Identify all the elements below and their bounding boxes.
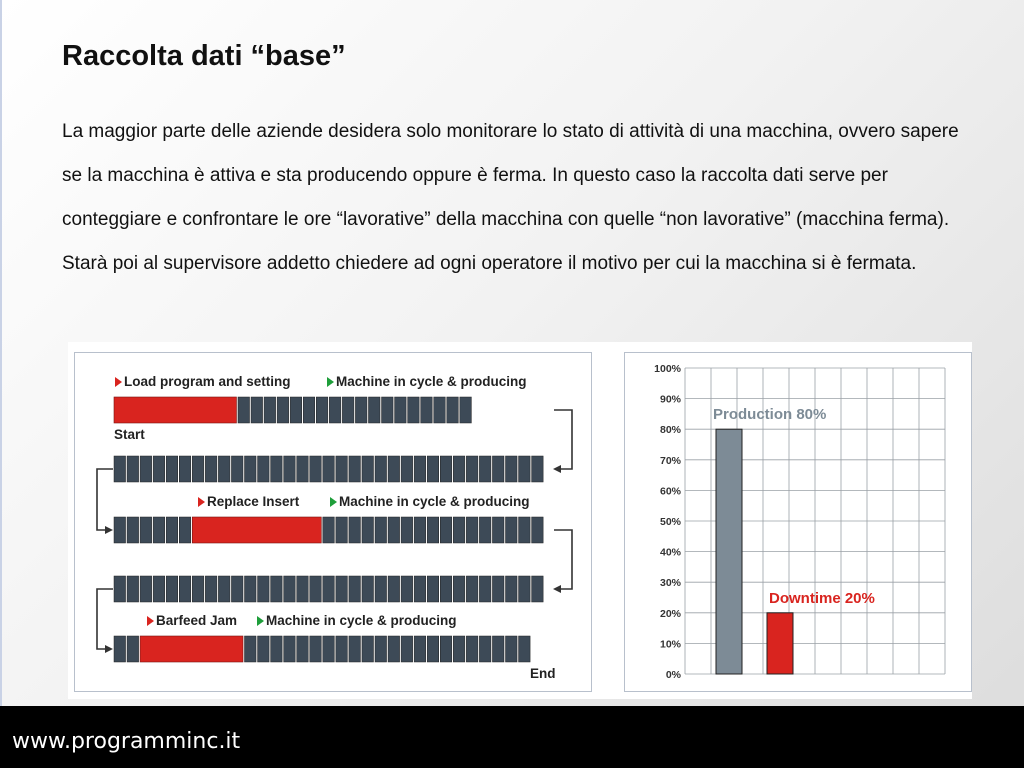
run-cell — [453, 636, 465, 662]
footer-bar — [0, 706, 1024, 768]
run-cell — [506, 517, 518, 543]
timeline-panel — [74, 352, 592, 692]
run-cell — [329, 397, 341, 423]
run-cell — [414, 456, 426, 482]
run-cell — [519, 456, 531, 482]
run-cell — [245, 576, 257, 602]
run-cell — [408, 397, 420, 423]
run-cell — [375, 636, 387, 662]
connector-line — [97, 589, 113, 649]
event-label: Machine in cycle & producing — [266, 613, 457, 628]
run-cell — [506, 636, 518, 662]
run-cell — [284, 636, 296, 662]
arrow-right-icon — [105, 526, 113, 534]
run-cell — [362, 517, 374, 543]
stop-flag-icon — [198, 497, 205, 507]
run-cell — [179, 517, 191, 543]
run-cell — [532, 517, 544, 543]
run-cell — [440, 576, 452, 602]
connector-line — [97, 469, 113, 530]
run-cell — [336, 456, 348, 482]
bar-production — [716, 429, 742, 674]
run-flag-icon — [257, 616, 264, 626]
run-cell — [258, 636, 270, 662]
left-rule — [0, 0, 2, 706]
run-flag-icon — [327, 377, 334, 387]
run-cell — [447, 397, 459, 423]
run-cell — [271, 636, 283, 662]
run-cell — [349, 456, 361, 482]
run-cell — [310, 576, 322, 602]
run-cell — [192, 456, 204, 482]
run-cell — [323, 576, 335, 602]
run-cell — [114, 517, 126, 543]
run-cell — [414, 576, 426, 602]
illustration — [68, 342, 972, 699]
event-label: Replace Insert — [207, 494, 300, 509]
run-cell — [218, 576, 230, 602]
run-cell — [179, 576, 191, 602]
run-cell — [166, 517, 178, 543]
run-cell — [479, 576, 491, 602]
run-cell — [284, 576, 296, 602]
y-tick-label: 70% — [659, 454, 681, 467]
connector-line — [554, 410, 572, 469]
run-cell — [153, 456, 165, 482]
run-cell — [388, 576, 400, 602]
run-cell — [205, 456, 217, 482]
run-cell — [258, 456, 270, 482]
run-cell — [297, 636, 309, 662]
run-cell — [440, 636, 452, 662]
y-tick-label: 30% — [659, 577, 681, 590]
run-cell — [166, 456, 178, 482]
run-cell — [453, 576, 465, 602]
run-cell — [114, 456, 126, 482]
run-cell — [375, 517, 387, 543]
run-cell — [401, 576, 413, 602]
run-cell — [362, 456, 374, 482]
run-cell — [532, 456, 544, 482]
run-cell — [460, 397, 472, 423]
slide-paragraph — [62, 110, 962, 286]
run-cell — [245, 636, 257, 662]
run-cell — [349, 636, 361, 662]
run-cell — [453, 456, 465, 482]
run-cell — [492, 576, 504, 602]
run-cell — [401, 517, 413, 543]
run-cell — [492, 456, 504, 482]
run-cell — [427, 576, 439, 602]
y-tick-label: 0% — [665, 669, 681, 681]
run-cell — [114, 576, 126, 602]
run-cell — [388, 636, 400, 662]
run-cell — [297, 456, 309, 482]
run-cell — [231, 456, 243, 482]
run-cell — [114, 636, 126, 662]
run-cell — [218, 456, 230, 482]
run-cell — [303, 397, 315, 423]
run-cell — [532, 576, 544, 602]
run-cell — [479, 636, 491, 662]
run-cell — [258, 576, 270, 602]
run-cell — [251, 397, 263, 423]
run-cell — [284, 456, 296, 482]
run-cell — [492, 517, 504, 543]
run-cell — [375, 456, 387, 482]
timeline-diagram — [75, 353, 591, 691]
run-flag-icon — [330, 497, 337, 507]
run-cell — [277, 397, 289, 423]
run-cell — [479, 456, 491, 482]
y-tick-label: 10% — [659, 638, 681, 651]
run-cell — [245, 456, 257, 482]
run-cell — [323, 517, 335, 543]
run-cell — [388, 517, 400, 543]
run-cell — [238, 397, 250, 423]
y-tick-label: 100% — [654, 363, 681, 375]
run-cell — [323, 636, 335, 662]
arrow-left-icon — [553, 465, 561, 473]
stop-segment — [114, 397, 236, 423]
bar-downtime — [767, 613, 793, 674]
run-cell — [440, 517, 452, 543]
run-cell — [434, 397, 446, 423]
run-cell — [140, 576, 152, 602]
run-cell — [310, 636, 322, 662]
run-cell — [427, 517, 439, 543]
run-cell — [205, 576, 217, 602]
run-cell — [466, 456, 478, 482]
run-cell — [506, 456, 518, 482]
run-cell — [368, 397, 380, 423]
run-cell — [264, 397, 276, 423]
run-cell — [336, 576, 348, 602]
stop-flag-icon — [115, 377, 122, 387]
run-cell — [375, 576, 387, 602]
run-cell — [323, 456, 335, 482]
run-cell — [290, 397, 302, 423]
event-label: Machine in cycle & producing — [336, 374, 527, 389]
run-cell — [362, 636, 374, 662]
event-label: Machine in cycle & producing — [339, 494, 530, 509]
y-tick-label: 80% — [659, 424, 681, 437]
run-cell — [479, 517, 491, 543]
run-cell — [140, 456, 152, 482]
run-cell — [466, 576, 478, 602]
run-cell — [153, 517, 165, 543]
run-cell — [231, 576, 243, 602]
run-cell — [355, 397, 367, 423]
event-label: Load program and setting — [124, 374, 291, 389]
event-label: Barfeed Jam — [156, 613, 238, 628]
footer-url[interactable]: www.programminc.it — [12, 729, 241, 754]
run-cell — [382, 397, 394, 423]
y-tick-label: 20% — [659, 607, 681, 620]
run-cell — [310, 456, 322, 482]
arrow-right-icon — [105, 645, 113, 653]
run-cell — [336, 636, 348, 662]
run-cell — [271, 576, 283, 602]
run-cell — [506, 576, 518, 602]
run-cell — [519, 576, 531, 602]
run-cell — [127, 576, 139, 602]
end-label: End — [530, 666, 556, 681]
stop-segment — [192, 517, 321, 543]
stop-flag-icon — [147, 616, 154, 626]
run-cell — [336, 517, 348, 543]
run-cell — [342, 397, 354, 423]
run-cell — [466, 517, 478, 543]
run-cell — [179, 456, 191, 482]
run-cell — [166, 576, 178, 602]
bar-value-label: Downtime 20% — [769, 589, 875, 607]
stop-segment — [140, 636, 243, 662]
run-cell — [362, 576, 374, 602]
run-cell — [440, 456, 452, 482]
run-cell — [427, 636, 439, 662]
run-cell — [127, 517, 139, 543]
chart-panel — [624, 352, 972, 692]
run-cell — [466, 636, 478, 662]
y-tick-label: 40% — [659, 546, 681, 559]
run-cell — [414, 636, 426, 662]
run-cell — [297, 576, 309, 602]
y-tick-label: 50% — [659, 516, 681, 528]
bar-chart — [625, 353, 971, 691]
run-cell — [140, 517, 152, 543]
run-cell — [192, 576, 204, 602]
run-cell — [316, 397, 328, 423]
connector-line — [554, 530, 572, 589]
arrow-left-icon — [553, 585, 561, 593]
paragraph-text: La maggior parte delle aziende desidera solo monitorare lo stato di attività di una macchina, ovvero sapere se la macchina è attiva e sta producendo oppure è ferma. In questo caso la raccolta dati serve per conteggiare e confrontare le ore “lavorative” della macchina con quelle “non lavorative” (macchina ferma). Starà poi al supervisore addetto chiedere ad ogni operatore il motivo per cui la macchina si è fermata. — [62, 121, 959, 274]
run-cell — [492, 636, 504, 662]
run-cell — [271, 456, 283, 482]
run-cell — [127, 456, 139, 482]
run-cell — [349, 576, 361, 602]
run-cell — [388, 456, 400, 482]
run-cell — [153, 576, 165, 602]
run-cell — [401, 636, 413, 662]
run-cell — [421, 397, 433, 423]
run-cell — [127, 636, 139, 662]
run-cell — [519, 517, 531, 543]
run-cell — [427, 456, 439, 482]
y-tick-label: 60% — [659, 485, 681, 498]
bar-value-label: Production 80% — [713, 406, 827, 424]
run-cell — [414, 517, 426, 543]
run-cell — [395, 397, 407, 423]
run-cell — [519, 636, 531, 662]
slide-title: Raccolta dati “base” — [62, 40, 346, 72]
start-label: Start — [114, 427, 145, 442]
y-tick-label: 90% — [659, 393, 681, 406]
run-cell — [453, 517, 465, 543]
run-cell — [401, 456, 413, 482]
run-cell — [349, 517, 361, 543]
